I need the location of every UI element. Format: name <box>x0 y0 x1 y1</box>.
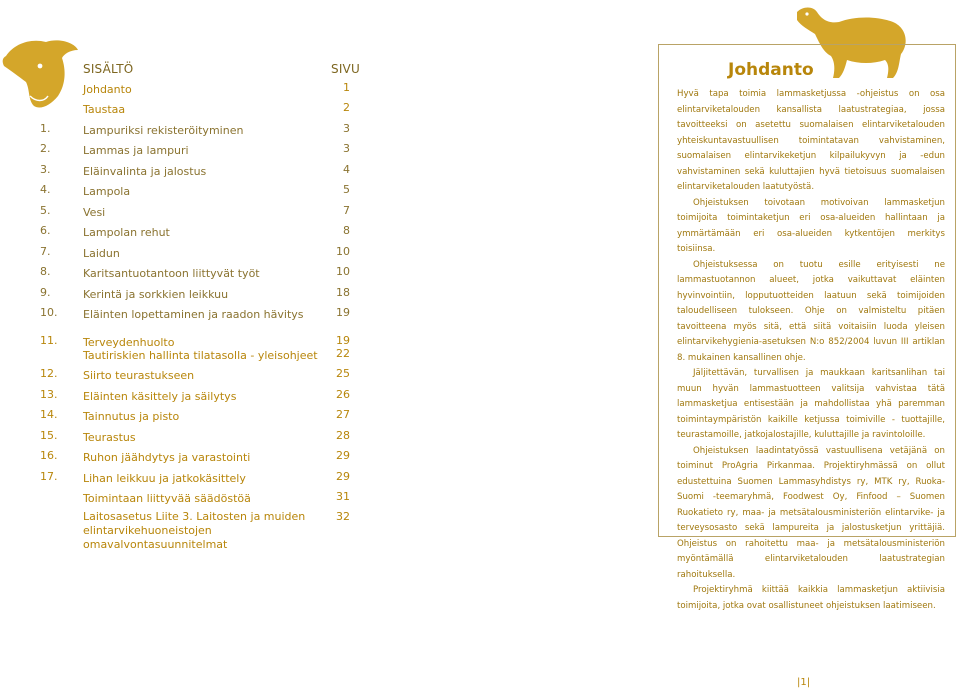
toc-entry-title: Kerintä ja sorkkien leikkuu <box>83 288 229 301</box>
toc-entry-number: 4. <box>40 183 51 196</box>
toc-entry-number: 17. <box>40 470 58 483</box>
toc-entry[interactable] <box>40 510 360 551</box>
toc-entry-title: Lihan leikkuu ja jatkokäsittely <box>83 472 246 485</box>
toc-entry-title: Tainnutus ja pisto <box>83 410 180 423</box>
toc-entry-page: 1 <box>343 81 350 94</box>
toc-entry-number: 16. <box>40 449 58 462</box>
toc-entry-page: 26 <box>336 388 350 401</box>
toc-entry-title: Vesi <box>83 206 106 219</box>
toc-entry-page: 4 <box>343 163 350 176</box>
toc-entry-number: 2. <box>40 142 51 155</box>
toc-entry-page: 5 <box>343 183 350 196</box>
toc-entry-number: 15. <box>40 429 58 442</box>
intro-body <box>677 87 945 614</box>
toc-entry-number: 12. <box>40 367 58 380</box>
intro-paragraph: Ohjeistuksessa on tuotu esille erityisesti ne lammastuotannon alueet, jotka vaikuttavat eläinten hyvinvointiin, lopputuotteiden laatuun sekä toimijoiden taloudelliseen tulokseen. Ohje on valmisteltu pitäen tavoitteena myös sitä, että siitä voitaisiin luoda yleisen elintarvikehygienia-asetuksen N:o 852/2004 luvun III artiklan 8. mukainen kansallinen ohje. <box>677 259 945 363</box>
toc-entry-number: 13. <box>40 388 58 401</box>
toc-entry-title: Karitsantuotantoon liittyvät työt <box>83 267 260 280</box>
toc-entry-title: Terveydenhuolto <box>83 336 175 349</box>
intro-paragraph: Projektiryhmä kiittää kaikkia lammasketjun aktiivisia toimijoita, jotka ovat osallistuneet ohjeistuksen laatimiseen. <box>677 585 945 611</box>
toc-entry-number: 14. <box>40 408 58 421</box>
toc-entry-page: 32 <box>336 510 350 523</box>
toc-entry-title: Taustaa <box>83 103 126 116</box>
toc-entry-number: 9. <box>40 286 51 299</box>
toc-entry-number: 7. <box>40 245 51 258</box>
intro-paragraph: Ohjeistuksen laadintatyössä vastuullisena vetäjänä on toiminut ProAgria Pirkanmaa. Projektiryhmässä on ollut edustettuina Suomen Lammasyhdistys ry, MTK ry, Ruoka-Suomi -teemaryhmä, Foodwest Oy, Finfood – Suomen Ruokatieto ry, maa- ja metsätalousministeriön elintarvike- ja terveysosasto sekä lampureita ja jalostusketjun yrittäjiä. Ohjeistus on rahoitettu maa- ja metsätalousministeriön myöntämällä elintarviketalouden laatustrategian rahoituksella. <box>677 445 945 580</box>
intro-title: Johdanto <box>728 60 814 80</box>
intro-paragraph: Ohjeistuksen toivotaan motivoivan lammasketjun toimijoita toimintaketjun eri osa-alueiden hallintaan ja ymmärtämään eri osa-alueiden kytkentöjen merkitys toisiinsa. <box>677 197 945 254</box>
toc-entry-number: 6. <box>40 224 51 237</box>
toc-entry-page: 28 <box>336 429 350 442</box>
toc-entry-title: Laitosasetus Liite 3. Laitosten ja muiden elintarvikehuoneistojen omavalvontasuunnitelmat <box>83 510 306 551</box>
toc-entry-number: 11. <box>40 334 58 347</box>
toc-entry-page: 25 <box>336 367 350 380</box>
toc-entry-title: Eläinten käsittely ja säilytys <box>83 390 237 403</box>
toc-entry-page: 3 <box>343 142 350 155</box>
toc-entry-subpage: 22 <box>336 347 350 360</box>
toc-entry-page: 8 <box>343 224 350 237</box>
toc-entry-title: Johdanto <box>83 83 132 96</box>
toc-entry-title: Laidun <box>83 247 120 260</box>
intro-paragraph: Jäljitettävän, turvallisen ja maukkaan karitsanlihan tai muun hyvän lammastuotteen valitsija vahvistaa tätä lammasketjua entisestään ja mahdollistaa yhä paremman toimintaympäristön kaikille ketjussa toimiville - tuottajille, teurastamoille, jatkojalostajille, kuluttajille ja ravintoloille. <box>677 368 945 440</box>
toc-entry-page: 2 <box>343 101 350 114</box>
toc-entry-title: Eläinvalinta ja jalostus <box>83 165 207 178</box>
toc-entry-page: 3 <box>343 122 350 135</box>
toc-entry-subtitle: Tautiriskien hallinta tilatasolla - yleisohjeet <box>83 349 318 362</box>
toc-entry-page: 18 <box>336 286 350 299</box>
toc-entry-title: Lampola <box>83 185 131 198</box>
toc-entry-number: 10. <box>40 306 58 319</box>
toc-entry-page: 19 <box>336 306 350 319</box>
toc-entry-title: Lammas ja lampuri <box>83 144 189 157</box>
toc-entry-title: Lampuriksi rekisteröityminen <box>83 124 244 137</box>
toc-entry-title: Lampolan rehut <box>83 226 170 239</box>
toc-entry-page: 10 <box>336 245 350 258</box>
toc-entry-number: 5. <box>40 204 51 217</box>
toc-entry-page: 31 <box>336 490 350 503</box>
toc-entry-title: Ruhon jäähdytys ja varastointi <box>83 451 251 464</box>
toc-entry-number: 3. <box>40 163 51 176</box>
toc-entry-page: 10 <box>336 265 350 278</box>
toc-heading: SISÄLTÖ <box>83 62 134 76</box>
toc-entry-page: 7 <box>343 204 350 217</box>
intro-paragraph: Hyvä tapa toimia lammasketjussa -ohjeistus on osa elintarviketalouden kansallista laatustrategiaa, jossa tavoitteeksi on asetettu suomalaisen elintarviketalouden yhteiskuntavastuullisen toimintatavan vahvistaminen, suomalaisen elintarvikeketjun kilpailukyvyn ja -edun vahvistaminen sekä kuluttajien hyvä tietoisuus suomalaisen elintarviketalouden laatutyöstä. <box>677 89 945 192</box>
toc-entry-page: 29 <box>336 470 350 483</box>
page-number: |1| <box>797 677 811 688</box>
toc-entry-title: Siirto teurastukseen <box>83 369 195 382</box>
toc-entry-title: Toimintaan liittyvää säädöstöä <box>83 492 251 505</box>
toc-entry-page: 29 <box>336 449 350 462</box>
toc-entry-number: 8. <box>40 265 51 278</box>
toc-entry[interactable] <box>40 334 360 368</box>
toc-entry-title: Eläinten lopettaminen ja raadon hävitys <box>83 308 304 321</box>
toc-entry-page: 27 <box>336 408 350 421</box>
toc-entry-number: 1. <box>40 122 51 135</box>
toc-page-heading: SIVU <box>331 62 360 76</box>
toc-entry-title: Teurastus <box>83 431 136 444</box>
toc-entry-page: 19 <box>336 334 350 347</box>
